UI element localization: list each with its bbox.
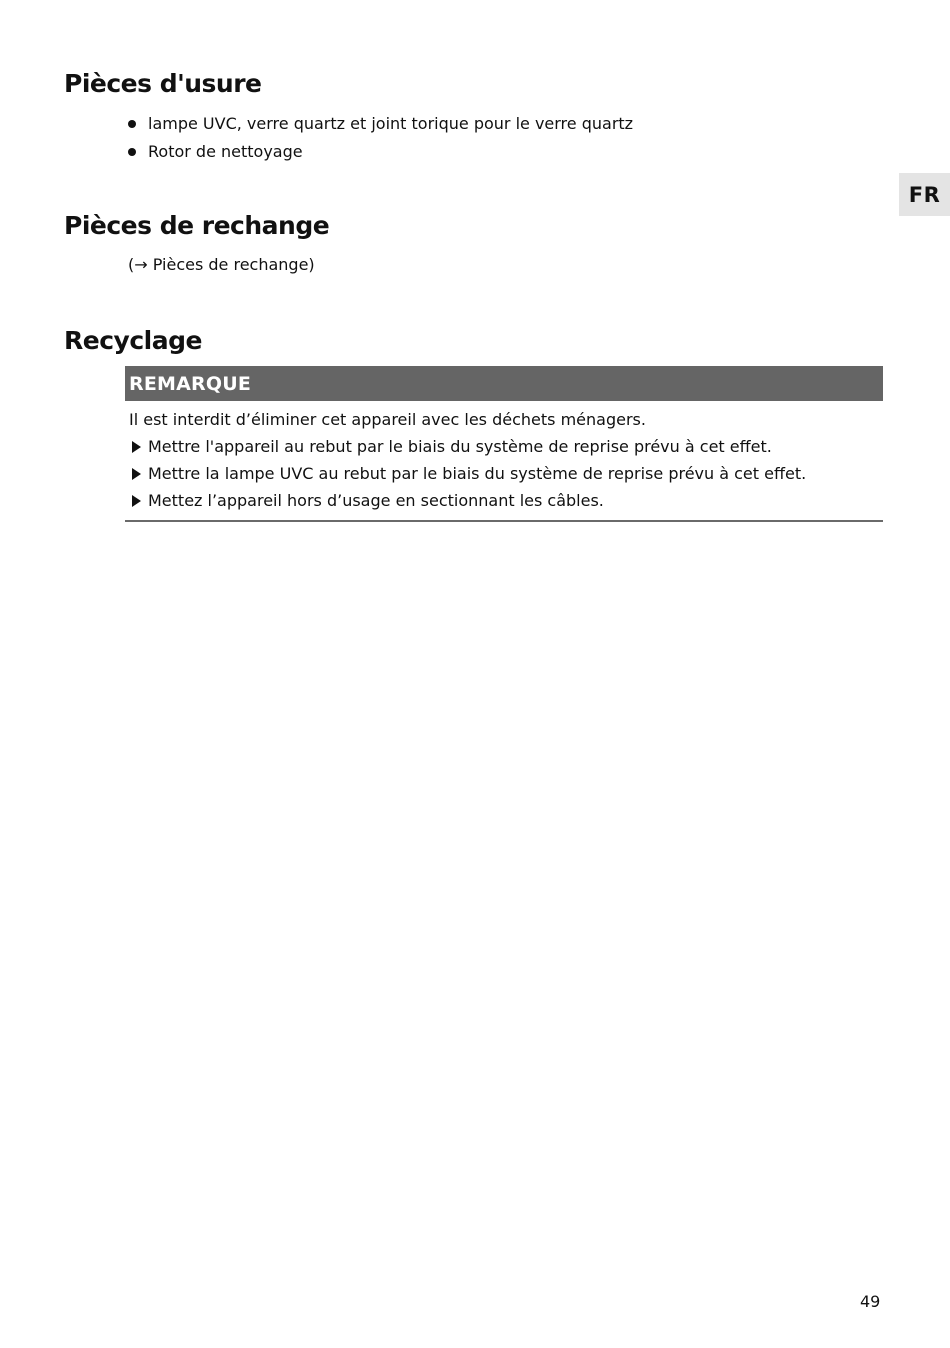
arrow-right-icon [132, 495, 141, 507]
heading-wear-parts: Pièces d'usure [64, 69, 262, 98]
bullet-icon [128, 148, 136, 156]
arrow-right-icon [132, 441, 141, 453]
note-step [129, 487, 883, 514]
list-item-text: lampe UVC, verre quartz et joint torique pour le verre quartz [148, 114, 634, 133]
note-label: REMARQUE [125, 366, 883, 401]
note-text: Il est interdit d’éliminer cet appareil avec les déchets ménagers. [129, 410, 646, 429]
list-item [127, 110, 633, 138]
note-box [125, 366, 883, 522]
heading-recycling: Recyclage [64, 326, 202, 355]
note-step [129, 460, 883, 487]
note-step-text: Mettre la lampe UVC au rebut par le biais du système de reprise prévu à cet effet. [148, 464, 807, 483]
spare-parts-reference: (→ Pièces de rechange) [128, 255, 315, 274]
heading-spare-parts: Pièces de rechange [64, 211, 330, 240]
note-step-text: Mettre l'appareil au rebut par le biais du système de reprise prévu à cet effet. [148, 437, 772, 456]
page-number: 49 [860, 1292, 881, 1311]
note-body [125, 401, 883, 514]
note-step [129, 433, 883, 460]
language-tab: FR [899, 173, 950, 216]
arrow-right-icon [132, 468, 141, 480]
list-item-text: Rotor de nettoyage [148, 142, 303, 161]
list-item [127, 138, 633, 166]
note-step-text: Mettez l’appareil hors d’usage en sectionnant les câbles. [148, 491, 604, 510]
wear-parts-list [127, 110, 633, 166]
bullet-icon [128, 120, 136, 128]
